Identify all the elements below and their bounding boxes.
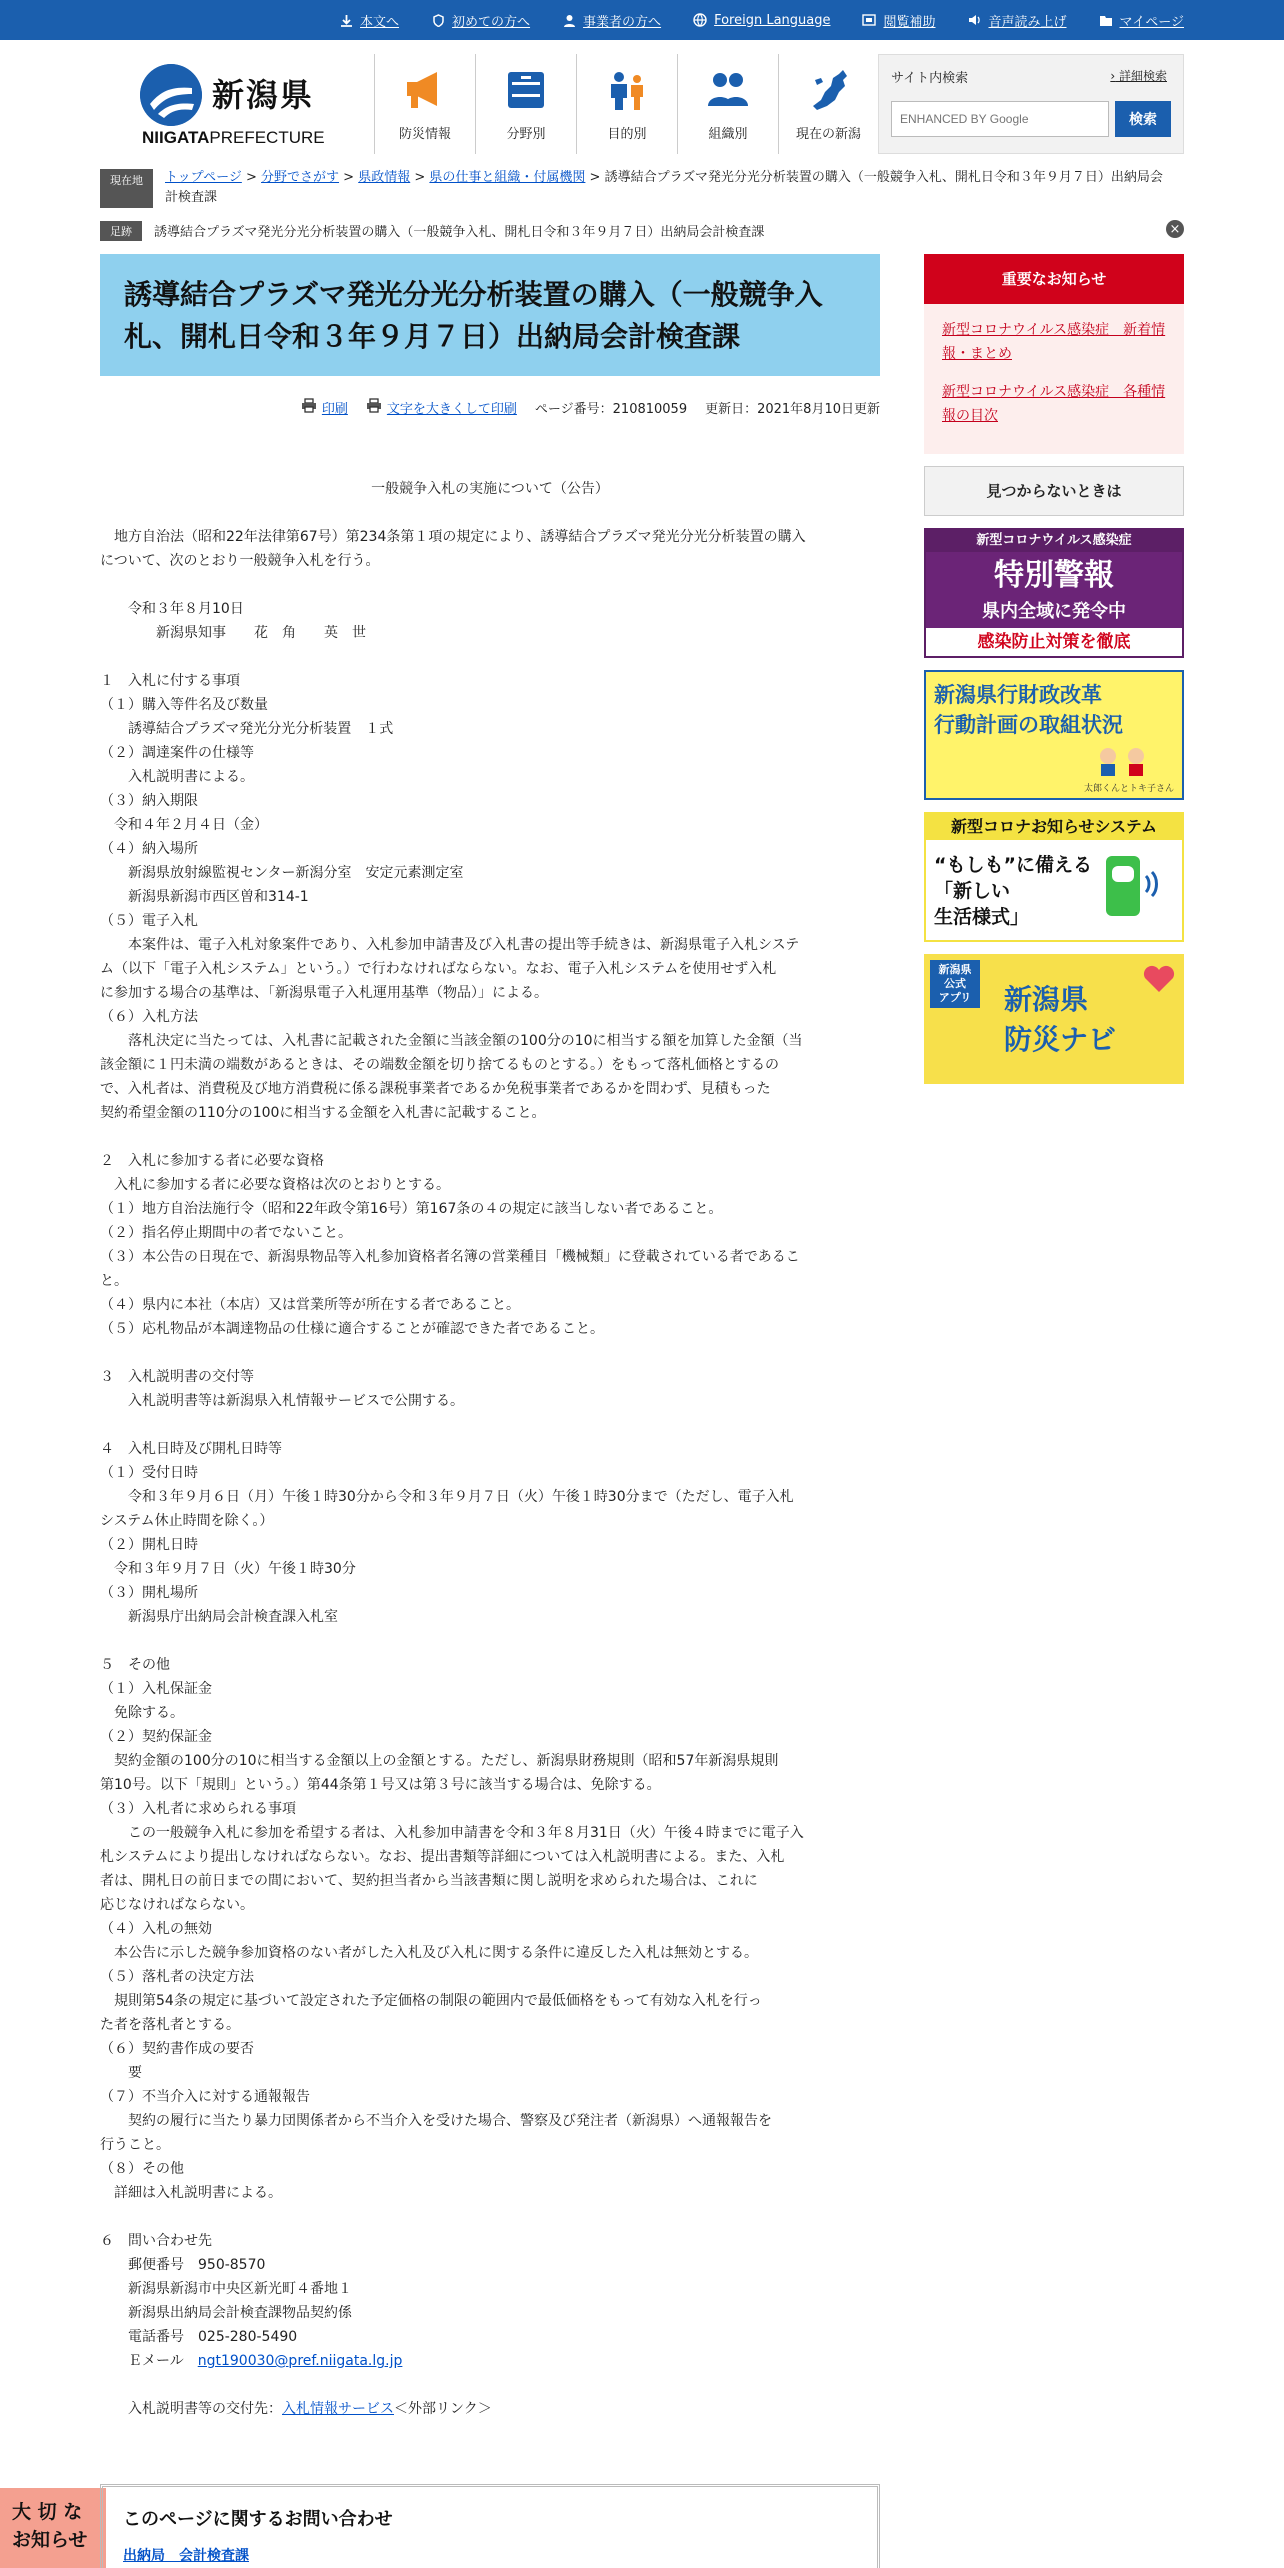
logo-text-ja: 新潟県 (212, 76, 315, 114)
banner2-text (934, 680, 1123, 740)
trail-item[interactable]: 誘導結合プラズマ発光分光分析装置の購入（一般競争入札、開札日令和３年９月７日）出納局会計検査課 (154, 225, 765, 240)
breadcrumb (100, 168, 1184, 208)
nav-label: 現在の新潟 (795, 127, 861, 142)
breadcrumb-politics[interactable]: 県政情報 (358, 170, 411, 185)
notice-link-covid-index[interactable]: 新型コロナウイルス感染症 各種情報の目次 (942, 384, 1166, 424)
niigata-map-icon (806, 67, 852, 113)
advanced-search-link[interactable] (1110, 67, 1167, 84)
smartphone-icon (1100, 852, 1160, 936)
logo-en-rest: PREFECTURE (209, 128, 325, 147)
main-content (100, 254, 880, 2421)
banner-disaster-navi-app[interactable] (924, 954, 1184, 1084)
breadcrumb-top[interactable]: トップページ (165, 170, 242, 185)
print-link[interactable]: 印刷 (321, 402, 348, 417)
banner3-body (934, 852, 1092, 930)
logo-text-en (142, 128, 325, 148)
banner-administrative-reform[interactable] (924, 670, 1184, 800)
megaphone-icon (402, 67, 448, 113)
contact-department-link[interactable]: 出納局 会計検査課 (123, 2548, 249, 2564)
group-icon (705, 67, 751, 113)
banner3-line3: 生活様式」 (934, 906, 1030, 928)
print-large-link[interactable]: 文字を大きくして印刷 (386, 402, 517, 417)
nav-label: 分野別 (506, 127, 546, 142)
page-tools (100, 398, 880, 417)
util-label: 事業者の方へ (583, 14, 662, 30)
contact-title: このページに関するお問い合わせ (123, 2509, 393, 2530)
nav-label: 防災情報 (398, 127, 451, 142)
nav-label: 目的別 (607, 127, 647, 142)
notice-link-covid-news[interactable]: 新型コロナウイルス感染症 新着情報・まとめ (942, 322, 1166, 362)
skip-to-content-link[interactable] (339, 11, 399, 30)
nav-by-purpose[interactable] (576, 54, 677, 154)
footprint-trail (100, 220, 1184, 241)
people-icon (604, 67, 650, 113)
banner1-main: 特別警報 (926, 552, 1182, 600)
bid-info-service-link[interactable]: 入札情報サービス (282, 2401, 394, 2417)
site-logo[interactable] (140, 62, 325, 152)
page-title: 誘導結合プラズマ発光分光分析装置の購入（一般競争入札、開札日令和３年９月７日）出納局会計検査課 (124, 278, 823, 353)
breadcrumb-sep: > (410, 170, 430, 185)
nav-by-field[interactable] (475, 54, 576, 154)
email-link[interactable]: ngt190030@pref.niigata.lg.jp (197, 2353, 403, 2369)
accessibility-link[interactable] (862, 11, 935, 30)
distribution-line (100, 2397, 880, 2421)
heart-icon (1142, 964, 1176, 998)
drawer-icon (503, 67, 549, 113)
shield-icon (431, 13, 445, 27)
speaker-icon (968, 13, 982, 27)
arrow-down-icon (339, 13, 353, 27)
section-5: ５ その他 （１）入札保証金 免除する。 （２）契約保証金 契約金額の100分の10に相当する金額以上の金額とする。ただし、新潟県財務規則（昭和57年新潟県規則 第10号。以下「規則」という。）第44条第１号又は第３号に該当する場合は、免除する。 （３）入札者に求められる事項 この一般競争入札に参加を希望する者は、入札参加申請書を令和３年８月31日（火）午後４時までに電子入 札システムにより提出しなければならない。なお、提出書類等詳細については入札説明書による。また、入札 者は、開札日の前日までの間において、契約担当者から当該書類に関し説明を求められた場合は、これに 応じなければならない。 （４）入札の無効 本公告に示した競争参加資格のない者がした入札及び入札に関する条件に違反した入札は無効とする。 （５）落札者の決定方法 規則第54条の規定に基づいて設定された予定価格の制限の範囲内で最低価格をもって有効な入札を行っ た者を落札者とする。 （６）契約書作成の要否 要 （７）不当介入に対する通報報告 契約の履行に当たり暴力団関係者から不当介入を受けた場合、警察及び発注者（新潟県）へ通報報告を 行うこと。 （８）その他 詳細は入札説明書による。 (100, 1657, 804, 2201)
nav-current-niigata[interactable] (778, 54, 879, 154)
util-label: マイページ (1119, 14, 1184, 30)
banner4-line1: 新潟県 (1004, 983, 1089, 1016)
util-label: 閲覧補助 (883, 14, 936, 30)
breadcrumb-path (165, 168, 1175, 208)
site-header (0, 40, 1284, 160)
business-link[interactable] (562, 11, 661, 30)
banner2-small: 太郎くんとトキ子さん (1083, 784, 1174, 794)
breadcrumb-sep: > (339, 170, 359, 185)
util-label: 初めての方へ (452, 14, 531, 30)
banner1-top: 新型コロナウイルス感染症 (926, 530, 1182, 552)
external-link-note: ＜外部リンク＞ (394, 2401, 492, 2417)
foreign-language-link[interactable] (693, 13, 830, 28)
section-6: ６ 問い合わせ先 郵便番号 950-8570 新潟県新潟市中央区新光町４番地１ 新潟県出納局会計検査課物品契約係 電話番号 025-280-5490 (100, 2233, 352, 2345)
article-date-block: 令和３年８月10日 新潟県知事 花 角 英 世 (127, 601, 366, 641)
nav-by-organization[interactable] (677, 54, 778, 154)
important-notice-title: 重要なお知らせ (924, 254, 1184, 304)
breadcrumb-tag: 現在地 (100, 169, 153, 208)
utility-bar (0, 0, 1284, 40)
logo-en-bold: NIIGATA (142, 128, 210, 147)
article-body (100, 477, 880, 2421)
util-label: 音声読み上げ (988, 14, 1067, 30)
page-title-box (100, 254, 880, 376)
section-2: ２ 入札に参加する者に必要な資格 入札に参加する者に必要な資格は次のとおりとする。 （１）地方自治法施行令（昭和22年政令第16号）第167条の４の規定に該当しない者であること。 （２）指名停止期間中の者でないこと。 （３）本公告の日現在で、新潟県物品等入札参加資格者名簿の営業種目「機械類」に登載されている者であるこ と。 （４）県内に本社（本店）又は営業所等が所在する者であること。 （５）応札物品が本調達物品の仕様に適合することが確認できた者であること。 (100, 1153, 800, 1337)
sidebar (924, 254, 1184, 1084)
mascot-icon (1096, 746, 1152, 780)
banner2-line1: 新潟県行財政改革 (934, 683, 1102, 707)
email-line (100, 2349, 880, 2373)
nav-label: 組織別 (708, 127, 748, 142)
page-number: ページ番号：210810059 (534, 402, 688, 417)
article-intro: 地方自治法（昭和22年法律第67号）第234条第１項の規定により、誘導結合プラズマ発光分光分析装置の購入 について、次のとおり一般競争入札を行う。 (100, 529, 806, 569)
breadcrumb-field[interactable]: 分野でさがす (261, 170, 340, 185)
banner4-line2: 防災ナビ (1004, 1023, 1117, 1056)
breadcrumb-organization[interactable]: 県の仕事と組織・付属機関 (429, 170, 586, 185)
breadcrumb-sep: > (585, 170, 605, 185)
close-icon[interactable]: × (1166, 220, 1184, 238)
advanced-search-label: 詳細検索 (1118, 69, 1167, 83)
updated-date: 更新日：2021年8月10日更新 (705, 402, 880, 417)
folder-icon (1099, 13, 1113, 27)
banner-covid-special-alert[interactable] (924, 528, 1184, 658)
print-large-tool (366, 398, 517, 417)
important-notice-list (924, 304, 1184, 454)
display-icon (862, 13, 876, 27)
breadcrumb-sep: > (241, 170, 262, 185)
search-input[interactable] (891, 101, 1109, 137)
email-label: Ｅメール (100, 2353, 198, 2369)
util-label: Foreign Language (714, 12, 831, 28)
first-visit-link[interactable] (431, 11, 530, 30)
print-tool (301, 398, 348, 417)
globe-icon (693, 13, 707, 27)
article-heading: 一般競争入札の実施について（公告） (371, 481, 609, 497)
person-icon (562, 13, 576, 27)
banner4-app: 新潟県 公式 アプリ (930, 960, 980, 1008)
nav-disaster-info[interactable] (374, 54, 475, 154)
important-notice-tab[interactable]: 大 切 な お知らせ (0, 2488, 106, 2568)
search-button[interactable]: 検索 (1115, 101, 1171, 137)
contact-box (100, 2484, 880, 2568)
trail-tag: 足跡 (100, 221, 142, 241)
banner1-bottom: 感染防止対策を徹底 (926, 628, 1182, 656)
site-search (878, 54, 1184, 154)
section-3: ３ 入札説明書の交付等 入札説明書等は新潟県入札情報サービスで公開する。 (100, 1369, 464, 1409)
printer-icon (366, 398, 382, 417)
distribution-label: 入札説明書等の交付先： (100, 2401, 282, 2417)
chevron-right-icon: › (1110, 69, 1116, 83)
banner3-line2: 「新しい (934, 880, 1011, 902)
not-found-button[interactable]: 見つからないときは (924, 466, 1184, 516)
breadcrumb-current: 誘導結合プラズマ発光分光分析装置の購入（一般競争入札、開札日令和３年９月７日）出納局会計検査課 (165, 170, 1163, 205)
mypage-link[interactable] (1099, 11, 1184, 30)
banner3-line1: “もしも”に備える (934, 854, 1092, 876)
banner3-head: 新型コロナお知らせシステム (926, 814, 1182, 840)
breadcrumb-line (100, 168, 1184, 208)
read-aloud-link[interactable] (968, 11, 1067, 30)
global-nav (374, 54, 879, 154)
printer-icon (301, 398, 317, 417)
section-1: １ 入札に付する事項 （１）購入等件名及び数量 誘導結合プラズマ発光分光分析装置 １式 （２）調達案件の仕様等 入札説明書による。 （３）納入期限 令和４年２月４日（金） （４）納入場所 新潟県放射線監視センター新潟分室 安定元素測定室 新潟県新潟市西区曽和314-1 （５）電子入札 本案件は、電子入札対象案件であり、入札参加申請書及び入札書の提出等手続きは、新潟県電子入札システ ム（以下「電子入札システム」という。）で行わなければならない。なお、電子入札システムを使用せず入札 に参加する場合の基準は、「新潟県電子入札運用基準（物品）」による。 （６）入札方法 落札決定に当たっては、入札書に記載された金額に当該金額の100分の10に相当する額を加算した金額（当 該金額に１円未満の端数があるときは、その端数金額を切り捨てるものとする。）をもって落札価格とするの で、入札者は、消費税及び地方消費税に係る課税事業者であるか免税事業者であるかを問わず、見積もった 契約希望金額の110分の100に相当する金額を入札書に記載すること。 (100, 673, 803, 1121)
search-row (891, 101, 1171, 137)
util-label: 本文へ (360, 14, 400, 30)
banner4-title (1004, 980, 1116, 1060)
section-4: ４ 入札日時及び開札日時等 （１）受付日時 令和３年９月６日（月）午後１時30分から令和３年９月７日（火）午後１時30分まで（ただし、電子入札 システム休止時間を除く。） （２）開札日時 令和３年９月７日（火）午後１時30分 （３）開札場所 新潟県庁出納局会計検査課入札室 (100, 1441, 794, 1625)
banner2-line2: 行動計画の取組状況 (934, 713, 1123, 737)
banner1-sub: 県内全域に発令中 (926, 600, 1182, 628)
search-title: サイト内検索 (891, 71, 969, 86)
banner-covid-notification-system[interactable] (924, 812, 1184, 942)
niigata-emblem-icon (140, 64, 202, 126)
